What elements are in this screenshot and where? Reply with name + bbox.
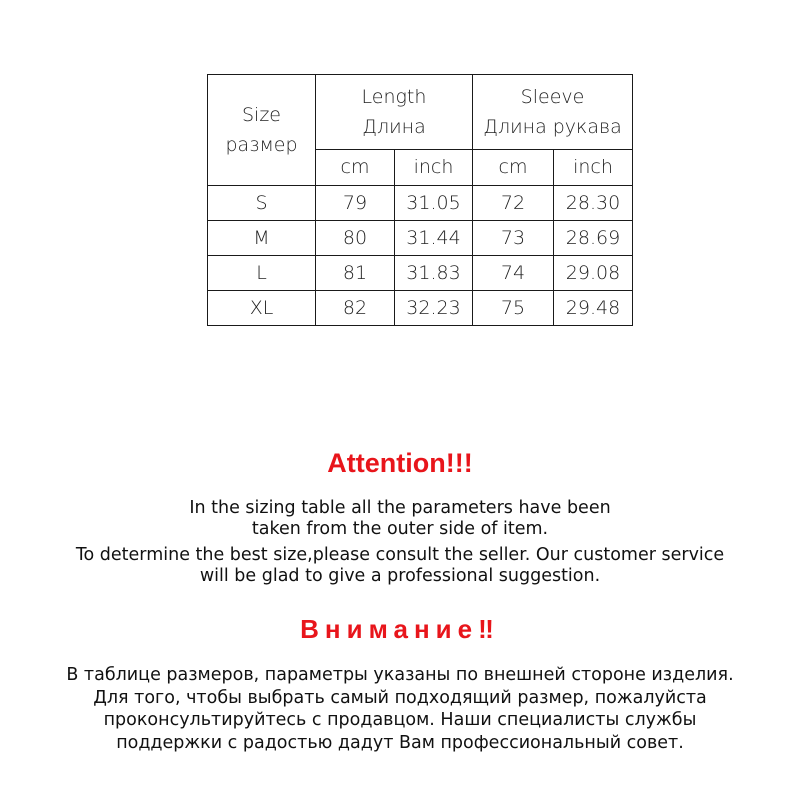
table-row xyxy=(208,221,633,256)
sleeve-inch-cell: 29.48 xyxy=(554,291,633,326)
notice-en-paragraph-2 xyxy=(0,545,800,587)
size-chart-table xyxy=(207,74,633,326)
length-inch-cell: 31.83 xyxy=(395,256,473,291)
length-cm-cell: 79 xyxy=(316,186,395,221)
notice-en-paragraph-1 xyxy=(0,498,800,540)
attention-heading: Attention!!! xyxy=(327,448,473,478)
size-header-cell xyxy=(208,75,316,186)
sleeve-cm-cell: 73 xyxy=(473,221,554,256)
notice-en-line: taken from the outer side of item. xyxy=(251,519,549,539)
length-inch-cell: 31.05 xyxy=(395,186,473,221)
length-cm-cell: 80 xyxy=(316,221,395,256)
sleeve-inch-cell: 29.08 xyxy=(554,256,633,291)
table-row xyxy=(208,291,633,326)
length-header-en: Length xyxy=(361,85,427,108)
notice-ru-line: Для того, чтобы выбрать самый подходящий размер, пожалуйста xyxy=(93,687,707,708)
notice-ru-line: поддержки с радостью дадут Вам профессиональный совет. xyxy=(116,732,684,753)
size-header-en: Size xyxy=(241,103,281,126)
sleeve-inch-cell: 28.69 xyxy=(554,221,633,256)
length-cm-cell: 82 xyxy=(316,291,395,326)
length-header-cell xyxy=(316,75,473,150)
sleeve-cm-cell: 74 xyxy=(473,256,554,291)
notice-en-line: To determine the best size,please consult the seller. Our customer service xyxy=(75,545,725,565)
size-cell: XL xyxy=(208,291,316,326)
sleeve-cm-cell: 72 xyxy=(473,186,554,221)
vnimanie-heading: Внимание‼ xyxy=(300,614,500,644)
notice-ru-line: проконсультируйтесь с продавцом. Наши специалисты службы xyxy=(103,710,697,730)
sleeve-inch-unit: inch xyxy=(554,150,633,186)
sleeve-cm-unit: cm xyxy=(473,150,554,186)
sleeve-header-ru: Длина рукава xyxy=(483,116,622,138)
sleeve-header-en: Sleeve xyxy=(520,85,585,108)
notice-en-line: will be glad to give a professional suggestion. xyxy=(199,566,601,586)
size-cell: M xyxy=(208,221,316,256)
notice-ru-line: В таблице размеров, параметры указаны по внешней стороне изделия. xyxy=(66,665,734,685)
sleeve-header-cell xyxy=(473,75,633,150)
table-row xyxy=(208,186,633,221)
length-header-ru: Длина xyxy=(362,116,426,138)
size-cell: L xyxy=(208,256,316,291)
length-inch-unit: inch xyxy=(395,150,473,186)
size-cell: S xyxy=(208,186,316,221)
sleeve-inch-cell: 28.30 xyxy=(554,186,633,221)
table-header-row xyxy=(208,75,633,150)
notice-en-line: In the sizing table all the parameters have been xyxy=(189,498,611,518)
table-row xyxy=(208,256,633,291)
length-cm-cell: 81 xyxy=(316,256,395,291)
sleeve-cm-cell: 75 xyxy=(473,291,554,326)
length-inch-cell: 32.23 xyxy=(395,291,473,326)
length-cm-unit: cm xyxy=(316,150,395,186)
notice-ru-paragraph xyxy=(0,664,800,754)
length-inch-cell: 31.44 xyxy=(395,221,473,256)
size-header-ru: размер xyxy=(225,134,298,156)
